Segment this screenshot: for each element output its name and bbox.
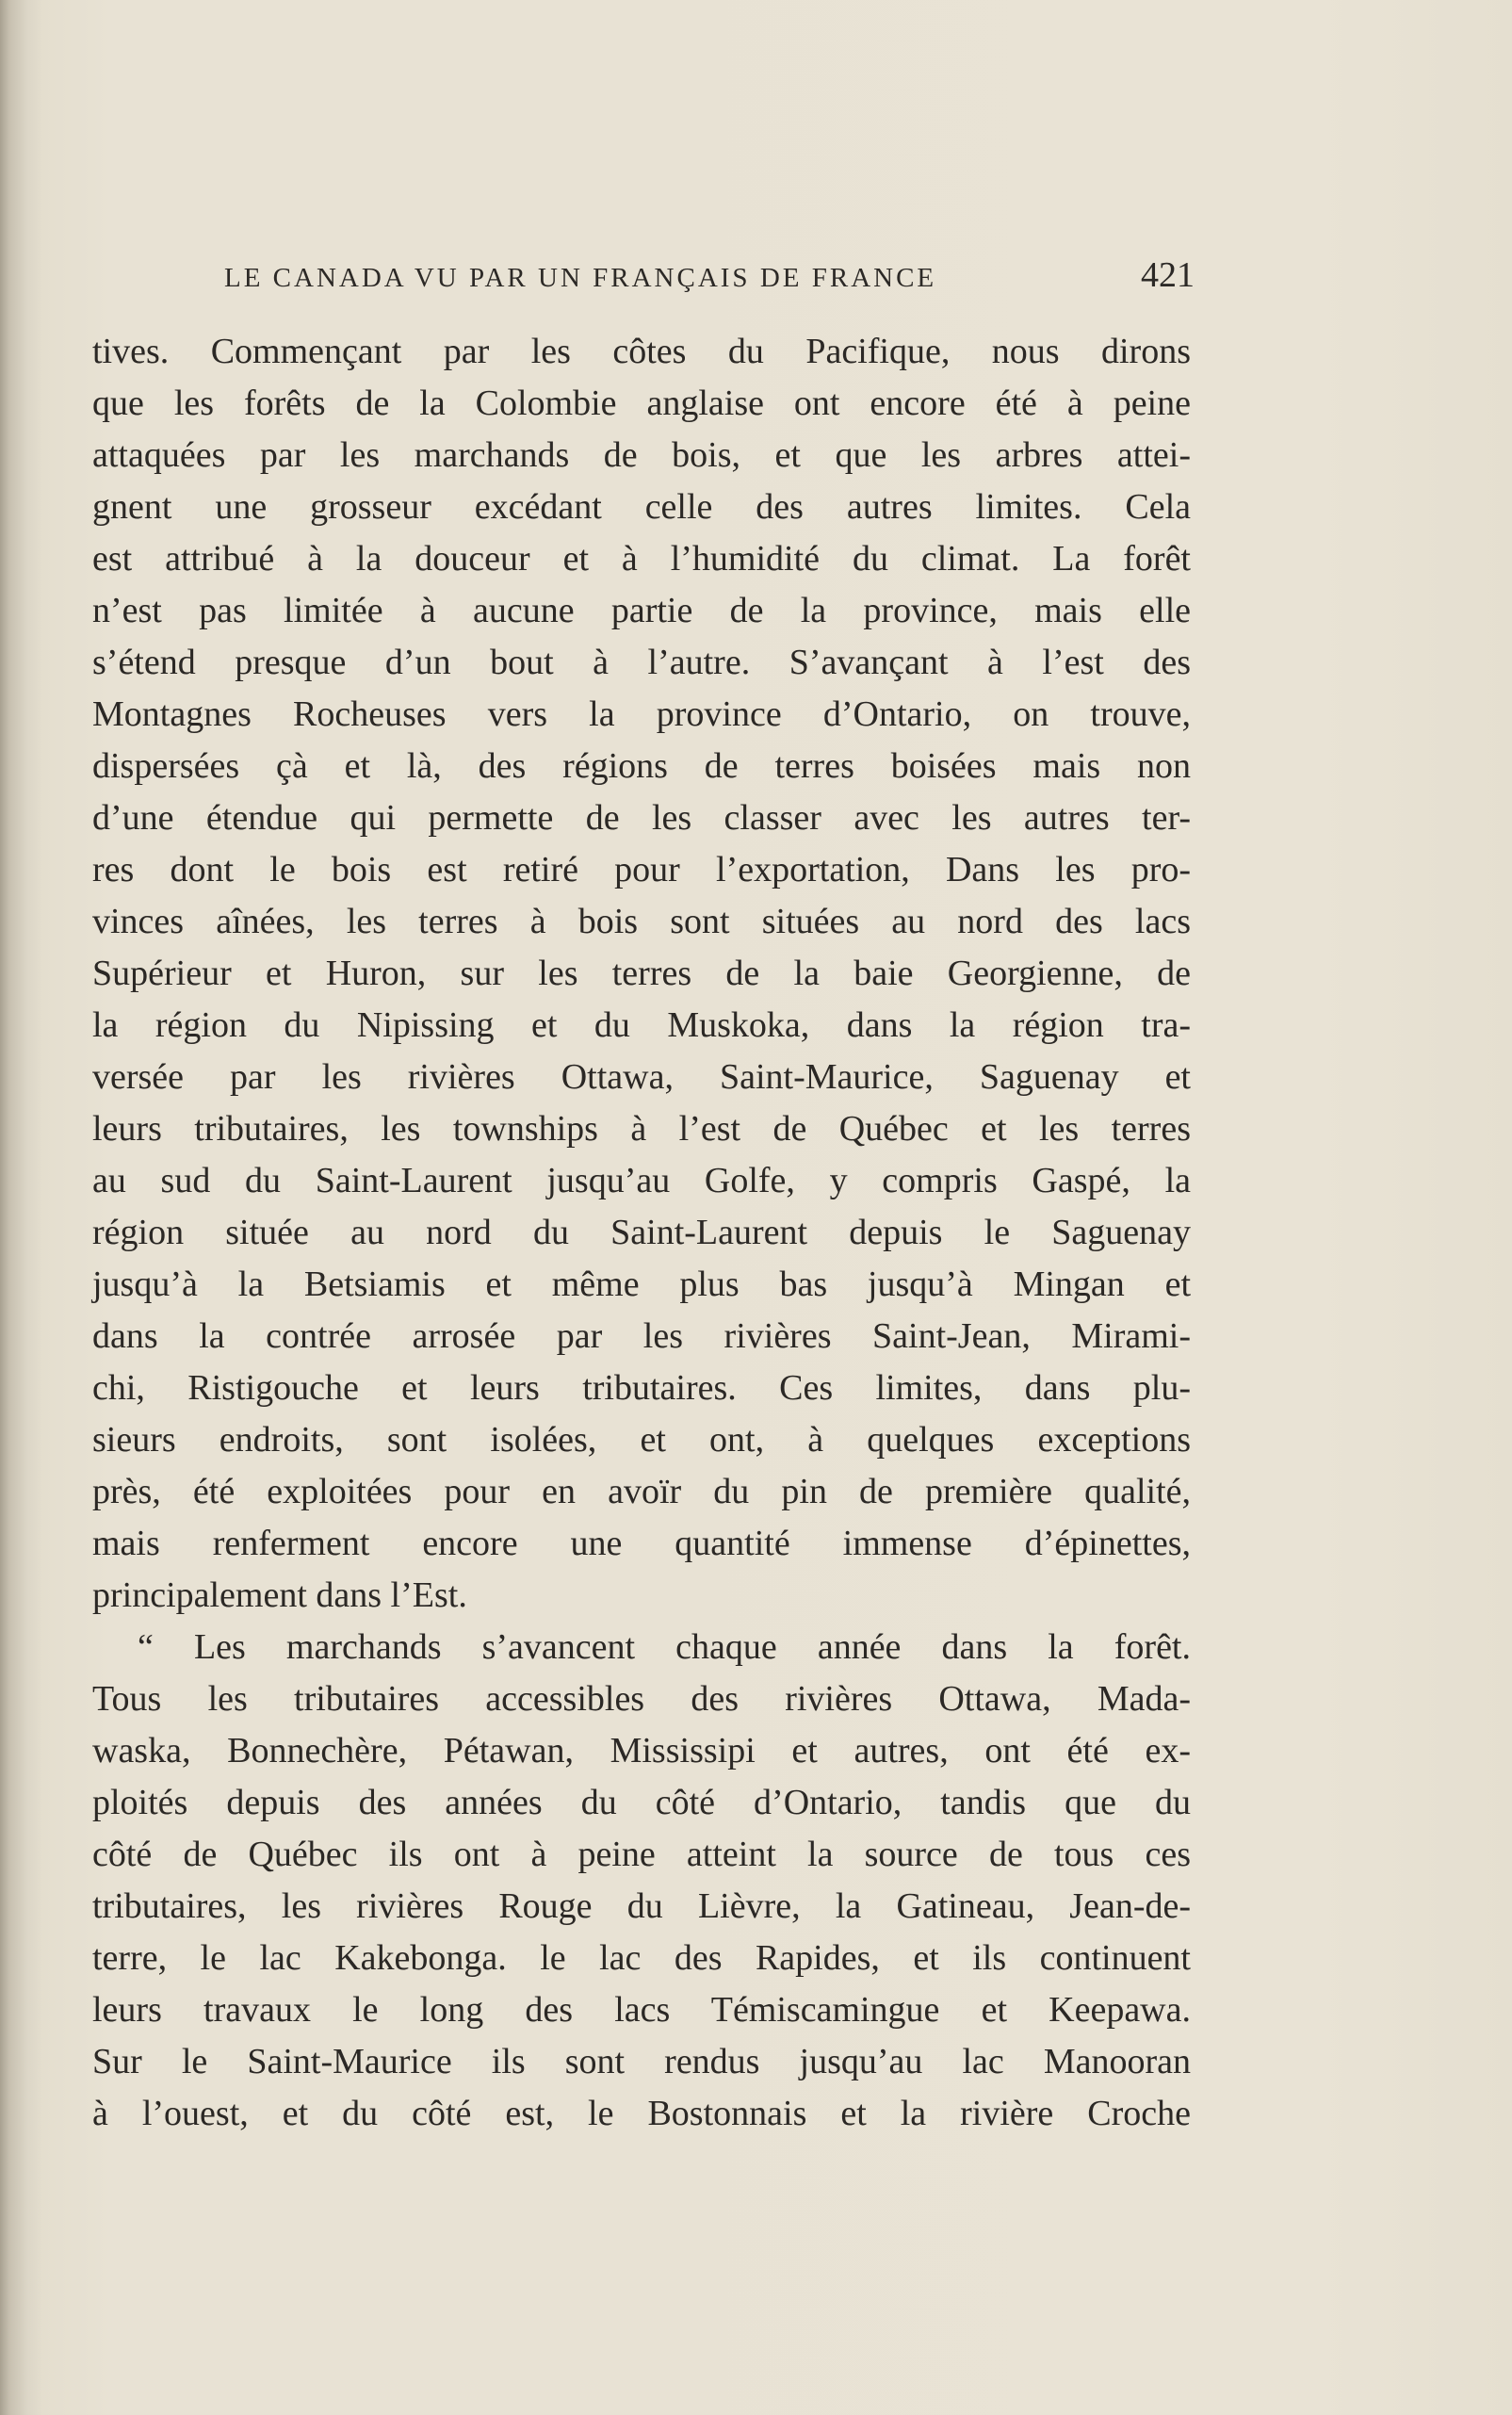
text-line: d’une étendue qui permette de les classer avec les autres ter- (92, 798, 1191, 838)
text-line: au sud du Saint-Laurent jusqu’au Golfe, y compris Gaspé, la (92, 1161, 1191, 1200)
text-line: res dont le bois est retiré pour l’exportation, Dans les pro- (92, 850, 1191, 889)
text-line: versée par les rivières Ottawa, Saint-Maurice, Saguenay et (92, 1057, 1191, 1097)
page-number: 421 (1141, 255, 1195, 295)
text-line: waska, Bonnechère, Pétawan, Mississipi et autres, ont été ex- (92, 1731, 1191, 1770)
text-line: est attribué à la douceur et à l’humidité du climat. La forêt (92, 539, 1191, 579)
paragraph-start-line: “ Les marchands s’avancent chaque année dans la forêt. (138, 1627, 1191, 1667)
text-line: dispersées çà et là, des régions de terres boisées mais non (92, 746, 1191, 786)
text-line: sieurs endroits, sont isolées, et ont, à quelques exceptions (92, 1420, 1191, 1460)
text-line: mais renferment encore une quantité immense d’épinettes, (92, 1524, 1191, 1563)
text-line: la région du Nipissing et du Muskoka, dans la région tra- (92, 1005, 1191, 1045)
running-header (224, 254, 1195, 302)
text-line: région située au nord du Saint-Laurent depuis le Saguenay (92, 1213, 1191, 1252)
text-line: attaquées par les marchands de bois, et que les arbres attei- (92, 435, 1191, 475)
text-line: n’est pas limitée à aucune partie de la province, mais elle (92, 591, 1191, 630)
text-line: jusqu’à la Betsiamis et même plus bas jusqu’à Mingan et (92, 1265, 1191, 1304)
text-line: Montagnes Rocheuses vers la province d’Ontario, on trouve, (92, 694, 1191, 734)
text-line: Sur le Saint-Maurice ils sont rendus jusqu’au lac Manooran (92, 2042, 1191, 2081)
text-line: à l’ouest, et du côté est, le Bostonnais et la rivière Croche (92, 2094, 1191, 2133)
text-line: que les forêts de la Colombie anglaise ont encore été à peine (92, 383, 1191, 423)
text-line: côté de Québec ils ont à peine atteint la source de tous ces (92, 1835, 1191, 1874)
text-line: terre, le lac Kakebonga. le lac des Rapides, et ils continuent (92, 1938, 1191, 1978)
text-line: Supérieur et Huron, sur les terres de la baie Georgienne, de (92, 954, 1191, 993)
running-title: LE CANADA VU PAR UN FRANÇAIS DE FRANCE (224, 263, 937, 293)
text-line: vinces aînées, les terres à bois sont situées au nord des lacs (92, 902, 1191, 941)
text-line: tributaires, les rivières Rouge du Lièvre, la Gatineau, Jean-de- (92, 1886, 1191, 1926)
paragraph-end-line: principalement dans l’Est. (92, 1575, 467, 1615)
text-line: chi, Ristigouche et leurs tributaires. Ces limites, dans plu- (92, 1368, 1191, 1408)
text-line: près, été exploitées pour en avoïr du pin de première qualité, (92, 1472, 1191, 1511)
text-line: s’étend presque d’un bout à l’autre. S’avançant à l’est des (92, 643, 1191, 682)
text-line: ploités depuis des années du côté d’Ontario, tandis que du (92, 1783, 1191, 1822)
text-line: leurs tributaires, les townships à l’est de Québec et les terres (92, 1109, 1191, 1149)
body-text (92, 326, 1191, 2140)
page-gutter (0, 0, 43, 2415)
text-line: dans la contrée arrosée par les rivières Saint-Jean, Mirami- (92, 1316, 1191, 1356)
text-line: Tous les tributaires accessibles des rivières Ottawa, Mada- (92, 1679, 1191, 1719)
text-line: tives. Commençant par les côtes du Pacifique, nous dirons (92, 332, 1191, 371)
text-line: gnent une grosseur excédant celle des autres limites. Cela (92, 487, 1191, 527)
text-line: leurs travaux le long des lacs Témiscamingue et Keepawa. (92, 1990, 1191, 2030)
